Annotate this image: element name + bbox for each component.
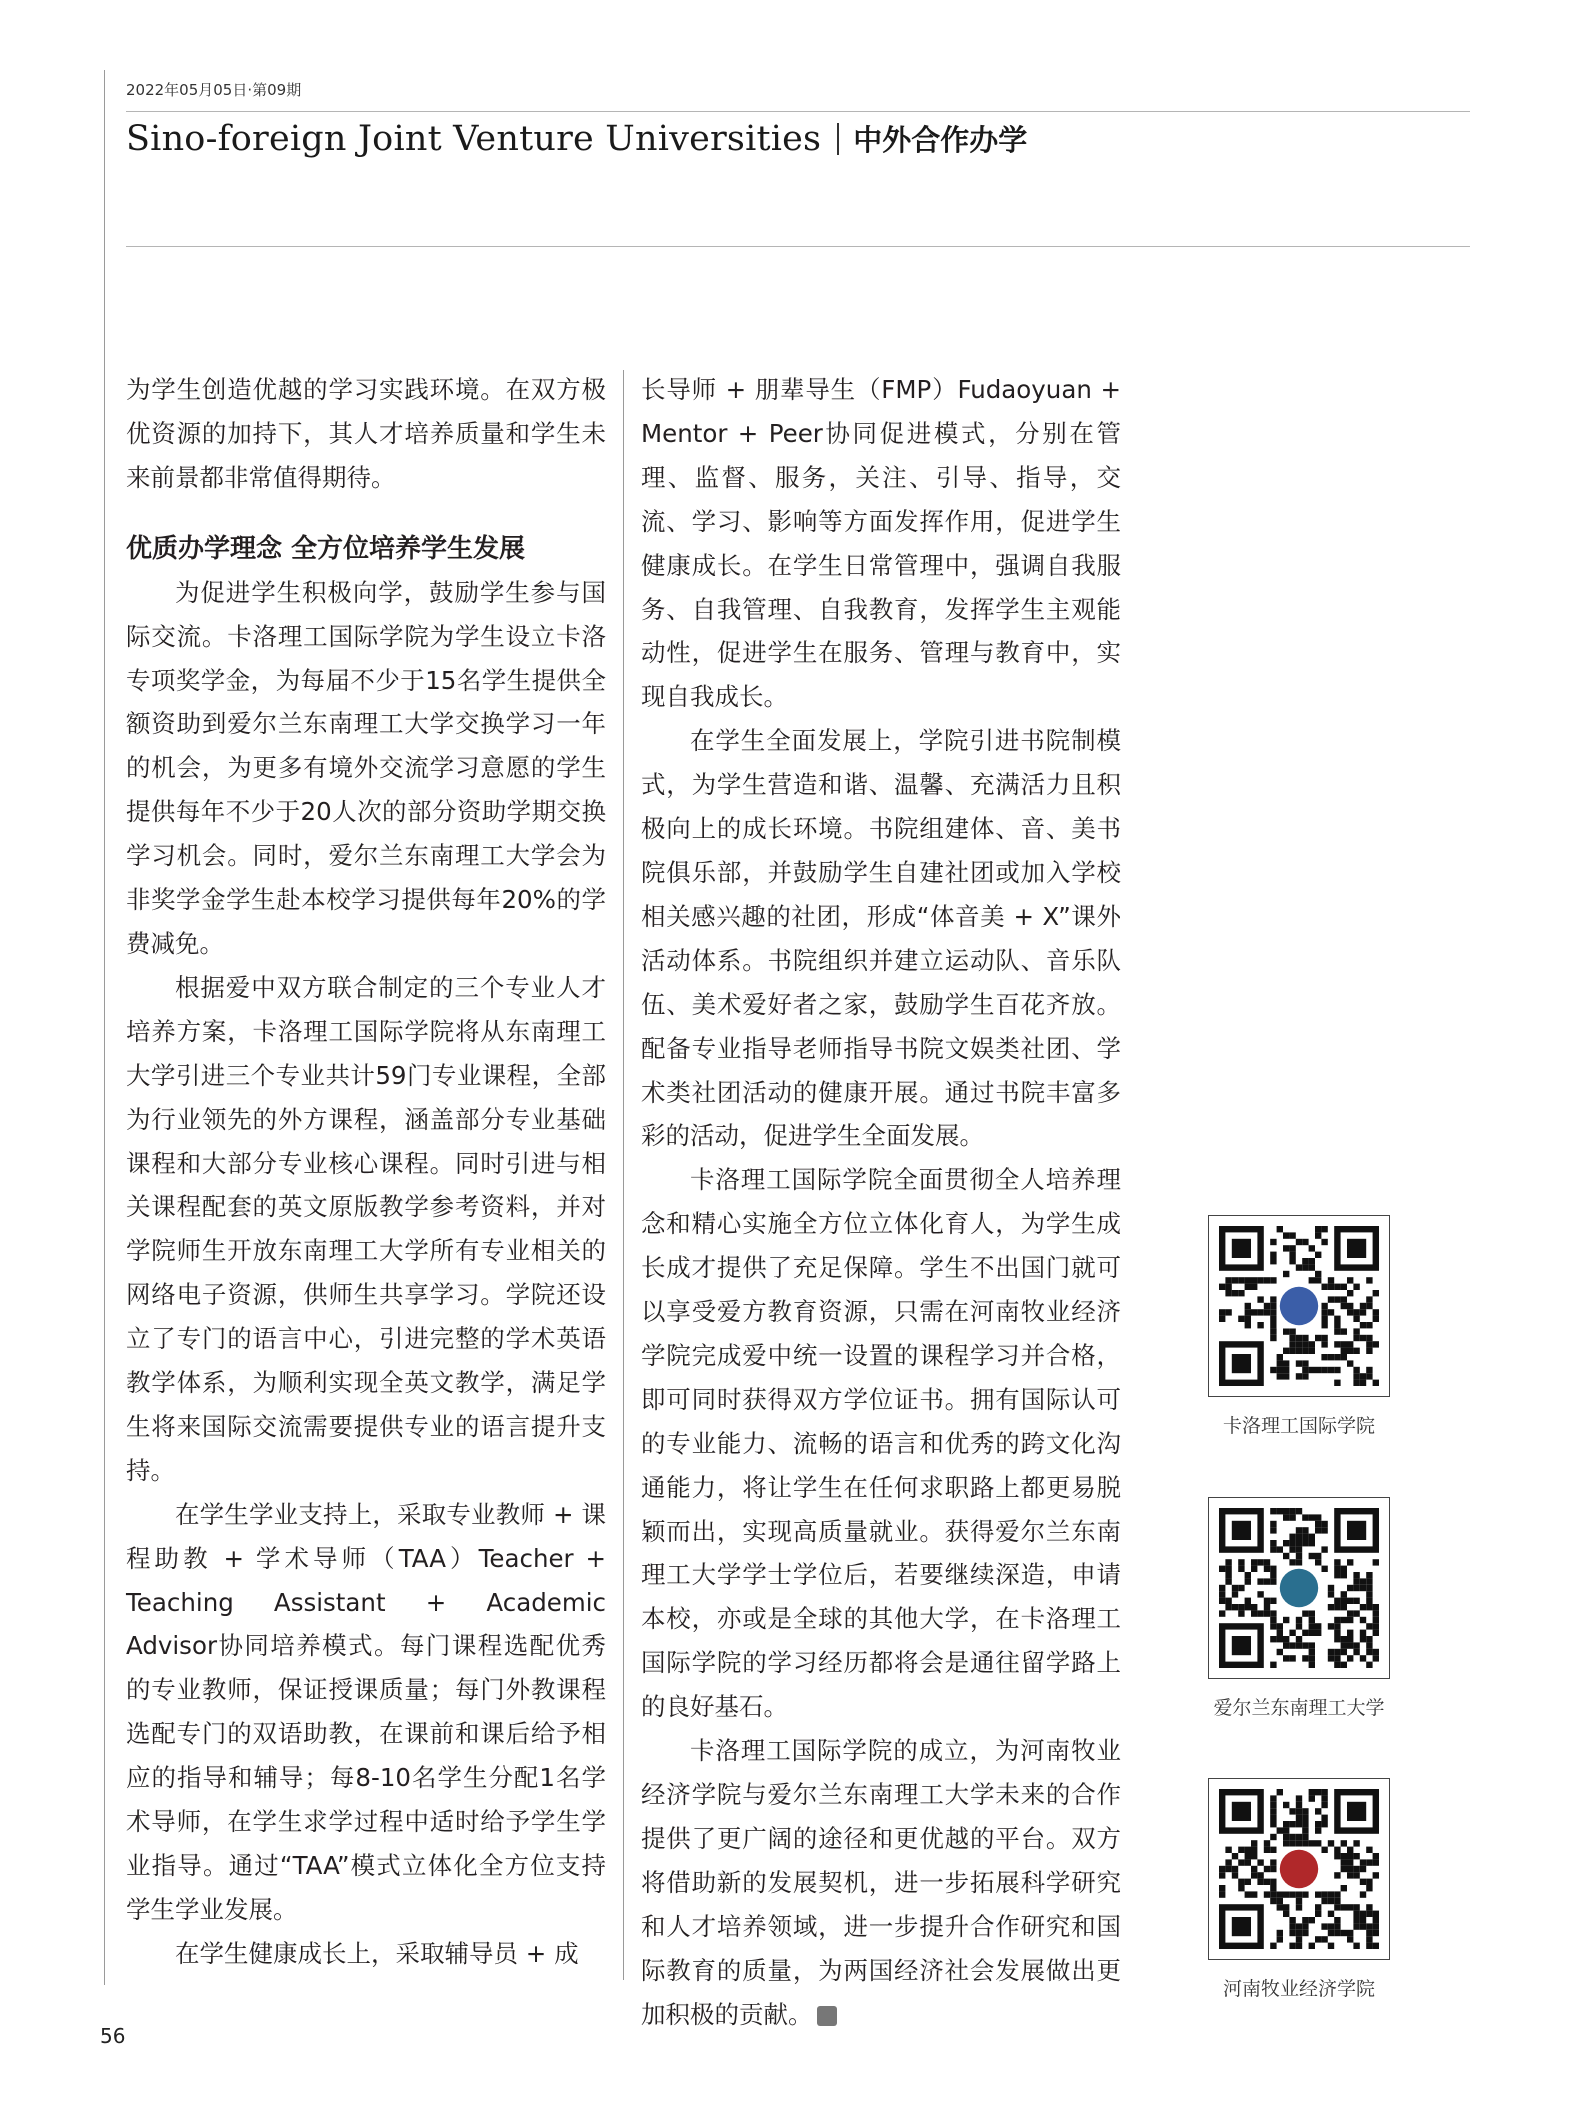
page-number: 56 xyxy=(100,2024,126,2048)
section-title-chinese: 中外合作办学 xyxy=(853,123,1028,157)
article-end-icon xyxy=(817,2006,837,2026)
title-separator xyxy=(837,123,839,155)
left-margin-rule xyxy=(104,70,105,1985)
paragraph: 长导师 + 朋辈导生（FMP）Fudaoyuan + Mentor + Peer协同促进模式，分别在管理、监督、服务，关注、引导、指导，交流、学习、影响等方面发挥作用，促进学生健康成长。在学生日常管理中，强调自我服务、自我管理、自我教育，发挥学生主观能动性，促进学生在服务、管理与教育中，实现自我成长。 xyxy=(641,375,1121,712)
qr-caption: 爱尔兰东南理工大学 xyxy=(1213,1697,1385,1719)
section-heading: 优质办学理念 全方位培养学生发展 xyxy=(126,533,526,564)
qr-caption: 卡洛理工国际学院 xyxy=(1222,1415,1375,1437)
issue-date: 2022年05月05日·第09期 xyxy=(126,81,302,99)
paragraph: 在学生健康成长上，采取辅导员 + 成 xyxy=(175,1938,579,1968)
paragraph: 在学生全面发展上，学院引进书院制模式，为学生营造和谐、温馨、充满活力且积极向上的成长环境。书院组建体、音、美书院俱乐部，并鼓励学生自建社团或加入学校相关感兴趣的社团，形成“体音美 + X”课外活动体系。书院组织并建立运动队、音乐队伍、美术爱好者之家，鼓励学生百花齐放。配备专业指导老师指导书院文娱类社团、学术类社团活动的健康开展。通过书院丰富多彩的活动，促进学生全面发展。 xyxy=(641,726,1121,1151)
paragraph xyxy=(641,1729,1121,2036)
paragraph: 为学生创造优越的学习实践环境。在双方极优资源的加持下，其人才培养质量和学生未来前景都非常值得期待。 xyxy=(126,375,606,492)
qr-code-icon xyxy=(1208,1497,1390,1679)
article-column-1 xyxy=(126,368,606,1976)
header-top-rule xyxy=(126,111,1470,112)
article-column-2 xyxy=(641,368,1121,2036)
column-divider xyxy=(623,370,624,1980)
paragraph: 为促进学生积极向学，鼓励学生参与国际交流。卡洛理工国际学院为学生设立卡洛专项奖学金，为每届不少于15名学生提供全额资助到爱尔兰东南理工大学交换学习一年的机会，为更多有境外交流学习意愿的学生提供每年不少于20人次的部分资助学期交换学习机会。同时，爱尔兰东南理工大学会为非奖学金学生赴本校学习提供每年20%的学费减免。 xyxy=(126,577,606,958)
section-title-english: Sino-foreign Joint Venture Universities xyxy=(126,118,822,159)
qr-block-henan xyxy=(1197,1778,1401,2001)
qr-code-icon xyxy=(1208,1215,1390,1397)
qr-block-carlow xyxy=(1197,1215,1401,1438)
paragraph: 卡洛理工国际学院全面贯彻全人培养理念和精心实施全方位立体化育人，为学生成长成才提供了充足保障。学生不出国门就可以享受爱方教育资源，只需在河南牧业经济学院完成爱中统一设置的课程学习并合格，即可同时获得双方学位证书。拥有国际认可的专业能力、流畅的语言和优秀的跨文化沟通能力，将让学生在任何求职路上都更易脱颖而出，实现高质量就业。获得爱尔兰东南理工大学学士学位后，若要继续深造，申请本校，亦或是全球的其他大学，在卡洛理工国际学院的学习经历都将会是通往留学路上的良好基石。 xyxy=(641,1165,1121,1722)
header-bottom-rule xyxy=(126,246,1470,247)
paragraph: 在学生学业支持上，采取专业教师 + 课程助教 + 学术导师（TAA）Teacher + Teaching Assistant + Academic Advisor协同培养模式。每门课程选配优秀的专业教师，保证授课质量；每门外教课程选配专门的双语助教，在课前和课后给予相应的指导和辅导；每8-10名学生分配1名学术导师，在学生求学过程中适时给予学生学业指导。通过“TAA”模式立体化全方位支持学生学业发展。 xyxy=(126,1499,606,1924)
qr-code-icon xyxy=(1208,1778,1390,1960)
paragraph: 根据爱中双方联合制定的三个专业人才培养方案，卡洛理工国际学院将从东南理工大学引进三个专业共计59门专业课程，全部为行业领先的外方课程，涵盖部分专业基础课程和大部分专业核心课程。同时引进与相关课程配套的英文原版教学参考资料，并对学院师生开放东南理工大学所有专业相关的网络电子资源，供师生共享学习。学院还设立了专门的语言中心，引进完整的学术英语教学体系，为顺利实现全英文教学，满足学生将来国际交流需要提供专业的语言提升支持。 xyxy=(126,972,606,1485)
qr-caption: 河南牧业经济学院 xyxy=(1222,1978,1375,2000)
qr-block-setu xyxy=(1197,1497,1401,1720)
paragraph-text: 卡洛理工国际学院的成立，为河南牧业经济学院与爱尔兰东南理工大学未来的合作提供了更广阔的途径和更优越的平台。双方将借助新的发展契机，进一步拓展科学研究和人才培养领域，进一步提升合作研究和国际教育的质量，为两国经济社会发展做出更加积极的贡献。 xyxy=(641,1736,1121,2029)
section-title xyxy=(126,118,1027,159)
